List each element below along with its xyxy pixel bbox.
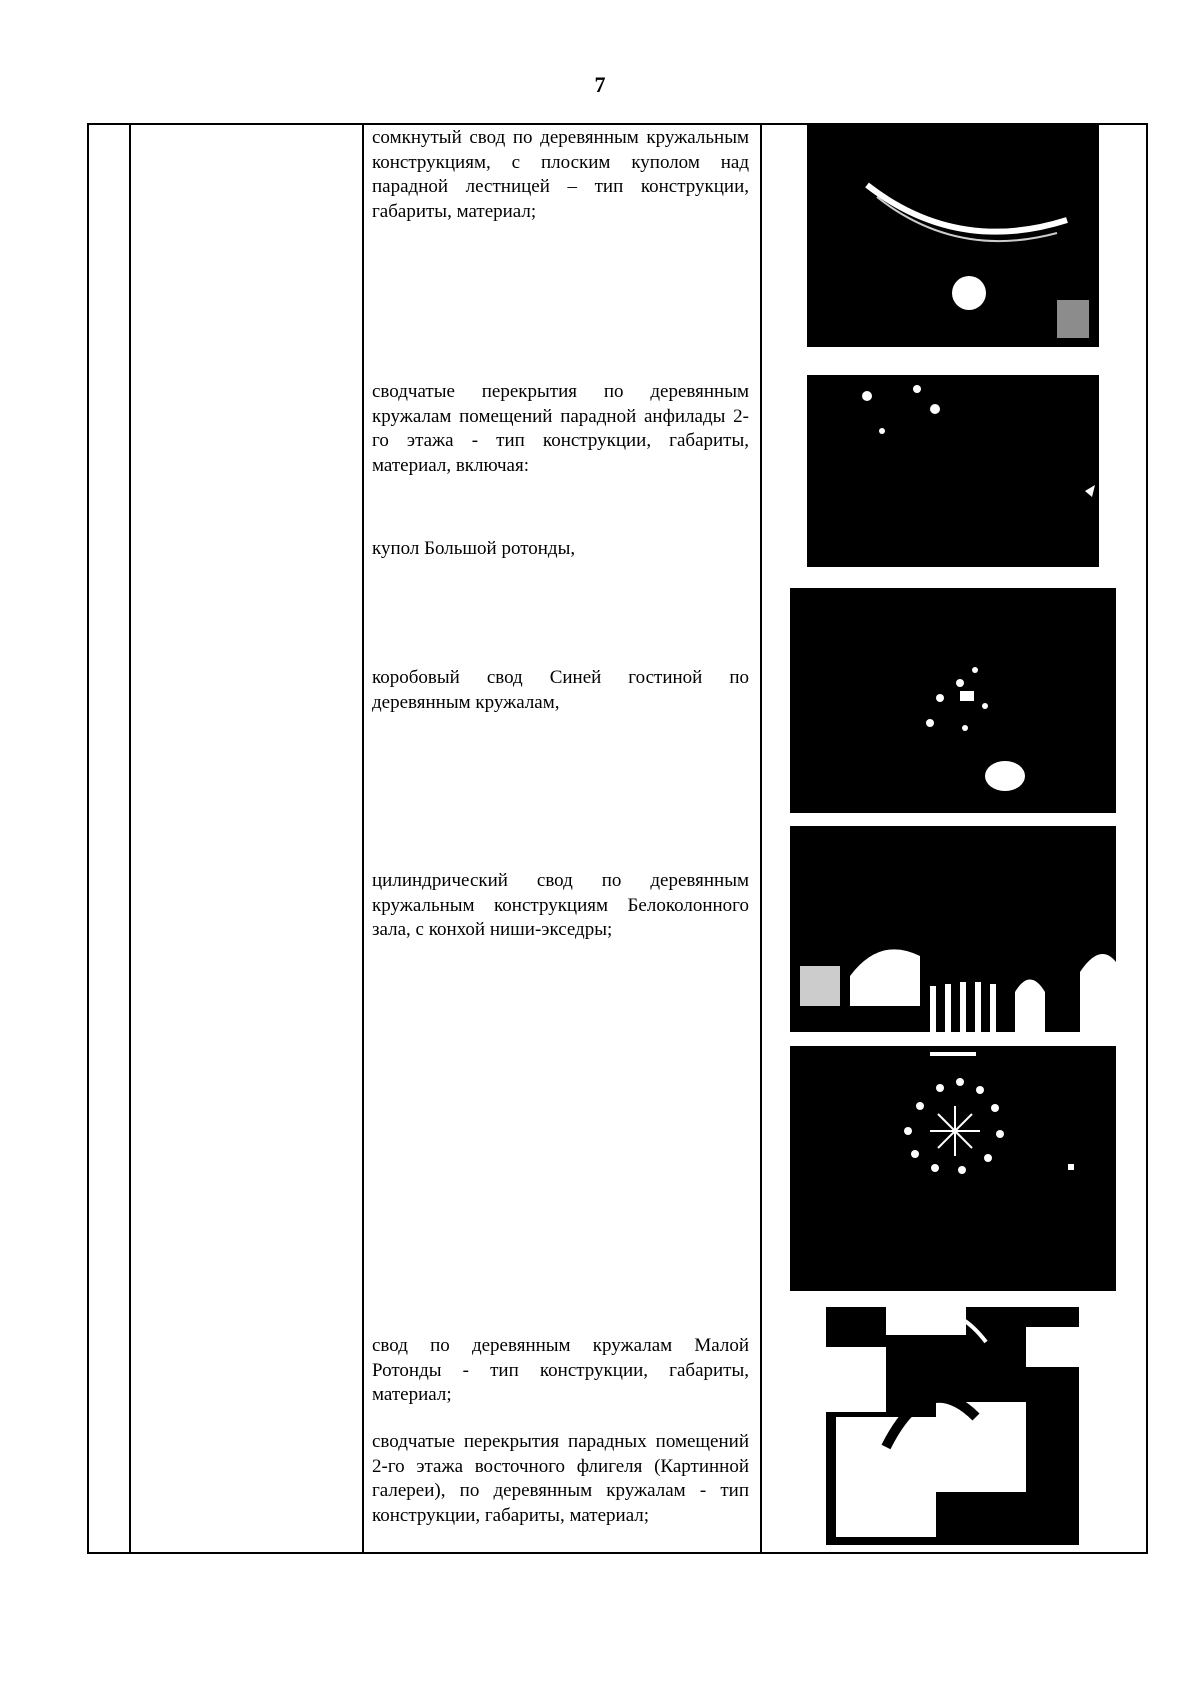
column-divider (362, 125, 364, 1552)
photo-staircase-dome (807, 125, 1099, 347)
paragraph-white-column-hall: цилиндрический свод по деревянным кружальным конструкциям Белоколонного зала, с конхой ниши-экседры; (372, 870, 749, 940)
paragraph-great-rotunda: купол Большой ротонды, (372, 538, 576, 559)
paragraph-picture-gallery: сводчатые перекрытия парадных помещений 2-го этажа восточного флигеля (Картинной галереи), по деревянным кружалам - тип конструкции, габариты, материал; (372, 1431, 749, 1526)
page-number: 7 (594, 72, 606, 97)
paragraph-enfilade-vaults: сводчатые перекрытия по деревянным кружалам помещений парадной анфилады 2-го этажа - тип конструкции, габариты, материал, включая: (372, 381, 749, 476)
photo-small-rotunda (826, 1307, 1079, 1545)
column-divider (129, 125, 131, 1552)
paragraph-small-rotunda: свод по деревянным кружалам Малой Ротонды - тип конструкции, габариты, материал; (372, 1335, 749, 1405)
paragraph-closed-vault: сомкнутый свод по деревянным кружальным конструкциям, с плоским куполом над парадной лестницей – тип конструкции, габариты, материал; (372, 127, 749, 222)
paragraph-blue-drawing-room: коробовый свод Синей гостиной по деревянным кружалам, (372, 667, 749, 713)
photo-white-column-hall (790, 826, 1116, 1032)
photo-enfilade-vault (807, 361, 1099, 575)
column-divider (760, 125, 762, 1552)
photo-chandelier-ceiling (790, 1046, 1116, 1291)
photo-blue-drawing-room-ceiling (790, 588, 1116, 813)
